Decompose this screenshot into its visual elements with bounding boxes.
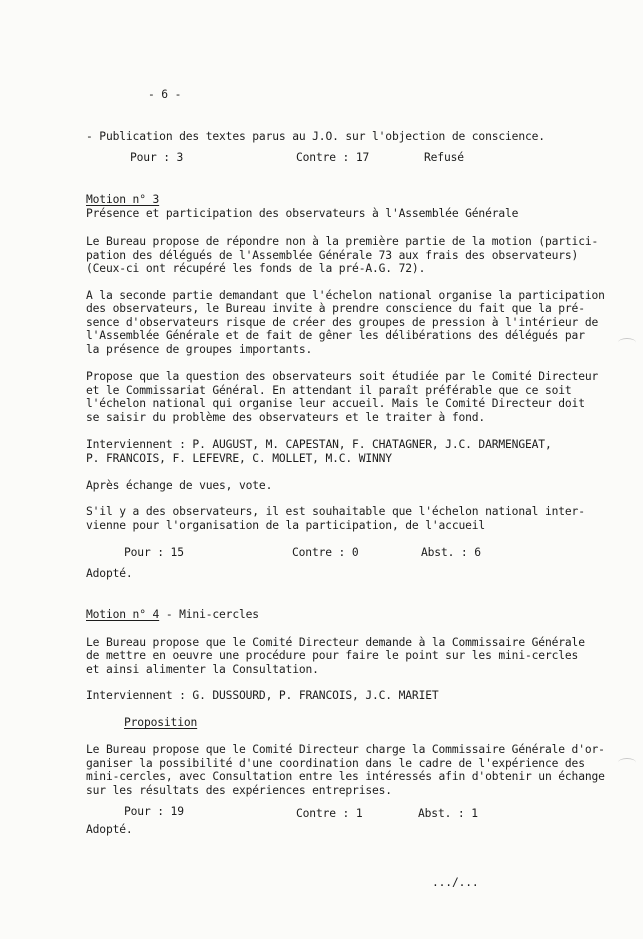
motion4-para1-line: et ainsi alimenter la Consultation.	[86, 663, 319, 676]
motion3-para1-line: Le Bureau propose de répondre non à la première partie de la motion (partici-	[86, 235, 599, 248]
motion3-para3-line: l'échelon national qui organise leur accueil. Mais le Comité Directeur doit	[86, 397, 585, 410]
motion3-vote-contre: Contre : 0	[292, 546, 359, 559]
motion3-para3-line: se saisir du problème des observateurs et le traiter à fond.	[86, 411, 486, 424]
motion4-para1-line: de mettre en oeuvre une procédure pour faire le point sur les mini-cercles	[86, 649, 579, 662]
motion3-vote-abst: Abst. : 6	[421, 546, 481, 559]
motion4-para1-line: Le Bureau propose que le Comité Directeur demande à la Commissaire Générale	[86, 636, 585, 649]
motion3-speakers-line: Interviennent : P. AUGUST, M. CAPESTAN, F. CHATAGNER, J.C. DARMENGEAT,	[86, 438, 552, 451]
motion3-para2-line: l'Assemblée Générale et de fait de gêner les délibérations des délégués par	[86, 329, 585, 342]
proposition-line: Le Bureau propose que le Comité Directeur charge la Commissaire Générale d'or-	[86, 743, 605, 756]
motion3-para2-line: A la seconde partie demandant que l'échelon national organise la participation	[86, 289, 605, 302]
motion4-vote-abst: Abst. : 1	[418, 807, 478, 820]
vote1-result: Refusé	[424, 151, 464, 164]
page-number: - 6 -	[148, 88, 182, 101]
proposition-line: mini-cercles, avec Consultation entre les intéressés afin d'obtenir un échange	[86, 770, 605, 783]
motion3-heading: Motion n° 3	[86, 193, 160, 206]
motion4-vote-pour: Pour : 19	[124, 805, 184, 818]
motion3-para2-line: la présence de groupes importants.	[86, 343, 313, 356]
proposition-heading: Proposition	[124, 716, 198, 729]
item-publication: - Publication des textes parus au J.O. sur l'objection de conscience.	[86, 130, 545, 143]
motion3-title: Présence et participation des observateurs à l'Assemblée Générale	[86, 207, 519, 220]
page-edge-mark	[618, 758, 636, 767]
motion4-vote-contre: Contre : 1	[296, 807, 363, 820]
page-edge-mark	[618, 338, 636, 347]
motion3-para3-line: Propose que la question des observateurs soit étudiée par le Comité Directeur	[86, 370, 599, 383]
vote1-contre: Contre : 17	[296, 151, 370, 164]
motion3-speakers-line: P. FRANCOIS, F. LEFEVRE, C. MOLLET, M.C. WINNY	[86, 452, 392, 465]
proposition-line: ganiser la possibilité d'une coordination dans le cadre de l'expérience des	[86, 757, 585, 770]
motion3-para2-line: des observateurs, le Bureau invite à prendre conscience du fait que la pré-	[86, 302, 585, 315]
motion4-heading-row	[86, 608, 259, 621]
motion3-para1-line: (Ceux-ci ont récupéré les fonds de la pré-A.G. 72).	[86, 262, 426, 275]
motion4-speakers: Interviennent : G. DUSSOURD, P. FRANCOIS, J.C. MARIET	[86, 689, 439, 702]
motion3-after-exchange: Après échange de vues, vote.	[86, 479, 273, 492]
motion3-conditional-line: vienne pour l'organisation de la participation, de l'accueil	[86, 519, 486, 532]
vote1-pour: Pour : 3	[130, 151, 184, 164]
continuation-mark: .../...	[432, 876, 479, 889]
motion3-para3-line: et le Commissariat Général. En attendant il paraît préférable que ce soit	[86, 384, 572, 397]
motion3-result: Adopté.	[86, 567, 133, 580]
motion3-conditional-line: S'il y a des observateurs, il est souhaitable que l'échelon national inter-	[86, 505, 585, 518]
motion4-result: Adopté.	[86, 823, 133, 836]
motion3-para2-line: sence d'observateurs risque de créer des groupes de pression à l'intérieur de	[86, 316, 599, 329]
motion3-para1-line: pation des délégués de l'Assemblée Générale 73 aux frais des observateurs)	[86, 249, 579, 262]
proposition-line: sur les résultats des expériences entreprises.	[86, 784, 392, 797]
motion3-vote-pour: Pour : 15	[124, 546, 184, 559]
motion4-title: - Mini-cercles	[159, 608, 259, 621]
motion4-heading: Motion n° 4	[86, 608, 160, 621]
